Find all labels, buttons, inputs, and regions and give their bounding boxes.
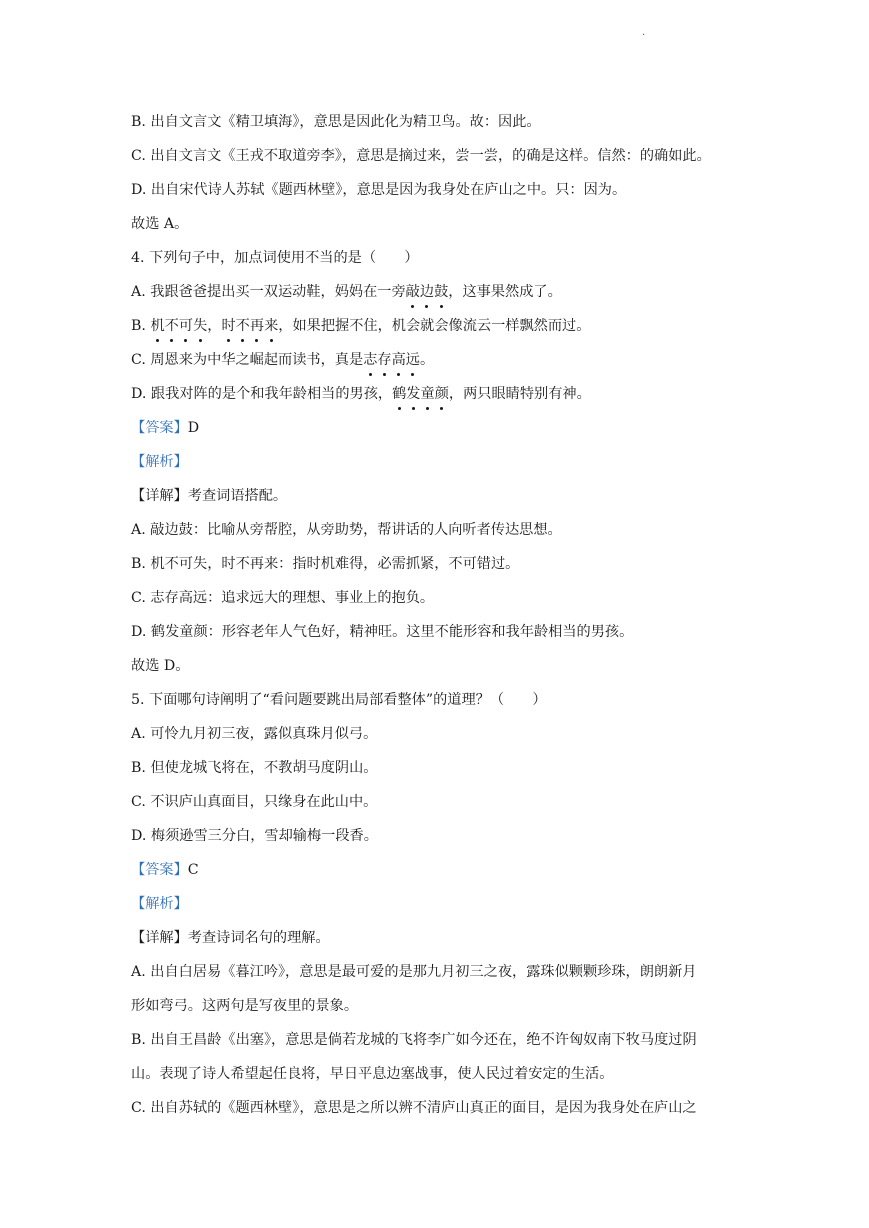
text-line: 故选 A。 xyxy=(131,216,189,232)
tag-value: C xyxy=(187,862,199,878)
option-text-before: C. 周恩来为中华之崛起而读书，真是 xyxy=(131,352,364,368)
emphasis-dot-char: 远 xyxy=(406,348,420,372)
text-line xyxy=(131,382,743,406)
emphasized-phrase xyxy=(406,284,449,300)
option-text-before: D. 跟我对阵的是个和我年龄相当的男孩， xyxy=(131,386,393,402)
text-line: B. 出自文言文《精卫填海》，意思是因此化为精卫鸟。故：因此。 xyxy=(131,114,541,130)
text-line: 山。表现了诗人希望起任良将，早日平息边塞战事，使人民过着安定的生活。 xyxy=(131,1066,614,1082)
section-tag: 【解析】 xyxy=(131,454,188,470)
emphasis-dot-char: 可 xyxy=(179,314,193,338)
option-text-after: ，如果把握不住，机会就会像流云一样飘然而过。 xyxy=(278,318,591,334)
emphasis-dot-char: 机 xyxy=(150,314,164,338)
emphasis-dot-char: 鹤 xyxy=(392,382,406,406)
text-line: B. 出自王昌龄《出塞》，意思是倘若龙城的飞将李广如今还在，绝不许匈奴南下牧马度过阴 xyxy=(131,1032,697,1048)
text-line: 故选 D。 xyxy=(131,658,190,674)
emphasis-dot-char: 不 xyxy=(165,314,179,338)
text-line: B. 但使龙城飞将在，不教胡马度阴山。 xyxy=(131,760,378,776)
emphasis-dot-char: 敲 xyxy=(406,280,420,304)
emphasized-phrase xyxy=(363,352,420,368)
text-line: D. 鹤发童颜：形容老年人气色好，精神旺。这里不能形容和我年龄相当的男孩。 xyxy=(131,624,634,640)
emphasis-dot-char: 不 xyxy=(236,314,250,338)
option-text-after: 。 xyxy=(420,352,435,368)
text-line: C. 志存高远：追求远大的理想、事业上的抱负。 xyxy=(131,590,435,606)
text-line: D. 出自宋代诗人苏轼《题西林壁》，意思是因为我身处在庐山之中。只：因为。 xyxy=(131,182,627,198)
emphasis-dot-char: 颜 xyxy=(435,382,449,406)
section-tag: 【答案】 xyxy=(131,862,188,878)
text-line: 4. 下列句子中，加点词使用不当的是（ ） xyxy=(131,250,419,266)
text-line: C. 出自苏轼的《题西林壁》，意思是之所以辨不清庐山真正的面目，是因为我身处在庐山之 xyxy=(131,1100,697,1116)
text-line: A. 敲边鼓：比喻从旁帮腔，从旁助势，帮讲话的人向听者传达思想。 xyxy=(131,522,562,538)
emphasis-dot-char: 高 xyxy=(392,348,406,372)
option-text-after: ，两只眼睛特别有神。 xyxy=(448,386,591,402)
text-line: 形如弯弓。这两句是写夜里的景象。 xyxy=(131,998,359,1014)
text-line xyxy=(131,280,743,304)
text-line xyxy=(131,416,743,440)
option-text-before: A. 我跟爸爸提出买一双运动鞋，妈妈在一旁 xyxy=(131,284,406,300)
corner-mark: · xyxy=(642,30,646,41)
emphasized-phrase xyxy=(392,386,449,402)
text-line: A. 可怜九月初三夜，露似真珠月似弓。 xyxy=(131,726,378,742)
emphasis-dot-char: 存 xyxy=(377,348,391,372)
text-line xyxy=(131,314,743,338)
text-line: C. 不识庐山真面目，只缘身在此山中。 xyxy=(131,794,378,810)
text-line: B. 机不可失，时不再来：指时机难得，必需抓紧，不可错过。 xyxy=(131,556,520,572)
text-line: 【详解】考查诗词名句的理解。 xyxy=(131,930,330,946)
punctuation: ， xyxy=(207,318,222,334)
emphasis-dot-char: 来 xyxy=(264,314,278,338)
emphasis-dot-char: 童 xyxy=(420,382,434,406)
emphasis-dot-char: 发 xyxy=(406,382,420,406)
emphasis-dot-char: 时 xyxy=(221,314,235,338)
document-body xyxy=(131,110,743,1130)
emphasis-dot-char: 再 xyxy=(250,314,264,338)
text-line xyxy=(131,348,743,372)
emphasis-dot-char: 鼓 xyxy=(434,280,448,304)
emphasis-dot-char: 失 xyxy=(193,314,207,338)
text-line: 【详解】考查词语搭配。 xyxy=(131,488,288,504)
text-line: D. 梅须逊雪三分白，雪却输梅一段香。 xyxy=(131,828,378,844)
text-line xyxy=(131,450,743,474)
option-text-after: ，这事果然成了。 xyxy=(448,284,562,300)
text-line xyxy=(131,892,743,916)
section-tag: 【解析】 xyxy=(131,896,188,912)
emphasized-phrase xyxy=(150,318,278,334)
text-line xyxy=(131,858,743,882)
tag-value: D xyxy=(187,420,200,436)
emphasis-dot-char: 边 xyxy=(420,280,434,304)
option-text-before: B. xyxy=(131,318,151,334)
emphasis-dot-char: 志 xyxy=(363,348,377,372)
text-line: A. 出自白居易《暮江吟》，意思是最可爱的是那九月初三之夜，露珠似颗颗珍珠，朗朗新月 xyxy=(131,964,697,980)
text-line: C. 出自文言文《王戎不取道旁李》，意思是摘过来，尝一尝，的确是这样。信然：的确如此。 xyxy=(131,148,711,164)
section-tag: 【答案】 xyxy=(131,420,188,436)
text-line: 5. 下面哪句诗阐明了“看问题要跳出局部看整体”的道理？（ ） xyxy=(131,692,547,708)
